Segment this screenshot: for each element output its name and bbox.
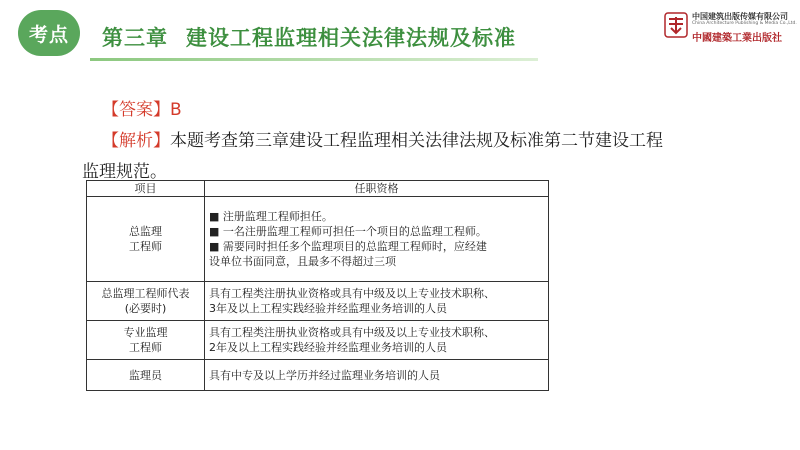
table-row xyxy=(87,321,549,360)
requirement-line: 3年及以上工程实践经验并经监理业务培训的人员 xyxy=(209,302,447,315)
publisher-logo xyxy=(664,10,797,44)
requirement-line: ■ 一名注册监理工程师可担任一个项目的总监理工程师。 xyxy=(209,225,487,238)
item-line: 监理员 xyxy=(129,368,162,382)
requirement-line: 具有工程类注册执业资格或具有中级及以上专业技术职称、 xyxy=(209,326,495,339)
item-line: 总监理工程师代表 xyxy=(101,287,190,300)
logo-name-en: China Architecture Publishing & Media Co.,Ltd. xyxy=(692,21,797,26)
row-item xyxy=(87,360,205,391)
row-requirement xyxy=(205,321,549,360)
header-requirement: 任职资格 xyxy=(205,181,549,197)
chapter-title xyxy=(102,22,516,52)
item-line: 总监理 xyxy=(129,225,162,238)
logo-name-cn: 中国建筑出版传媒有限公司 xyxy=(692,12,788,21)
table-row xyxy=(87,360,549,391)
analysis-line xyxy=(102,126,663,151)
slide-header xyxy=(0,0,800,78)
topic-badge: 考点 xyxy=(18,10,80,56)
answer-value: B xyxy=(170,100,182,120)
table-header-row xyxy=(87,181,549,197)
item-line: 工程师 xyxy=(129,240,162,253)
analysis-continuation: 监理规范。 xyxy=(82,162,167,182)
logo-script: 中國建築工業出版社 xyxy=(692,33,782,44)
item-line: (必要时) xyxy=(124,302,167,315)
chapter-number: 第三章 xyxy=(102,26,168,50)
answer-line xyxy=(102,95,182,120)
item-line: 专业监理 xyxy=(123,326,168,339)
table-row xyxy=(87,197,549,282)
qualification-table xyxy=(86,180,549,391)
row-requirement xyxy=(205,282,549,321)
publisher-emblem-icon xyxy=(664,12,688,38)
row-requirement xyxy=(205,197,549,282)
header-item: 项目 xyxy=(87,181,205,197)
requirement-line: ■ 注册监理工程师担任。 xyxy=(209,210,333,223)
title-underline xyxy=(90,58,538,61)
answer-tag: 【答案】 xyxy=(102,100,170,120)
row-requirement xyxy=(205,360,549,391)
row-item xyxy=(87,197,205,282)
requirement-line: 设单位书面同意，且最多不得超过三项 xyxy=(209,255,396,268)
requirement-line: ■ 需要同时担任多个监理项目的总监理工程师时，应经建 xyxy=(209,240,487,253)
analysis-tag: 【解析】 xyxy=(102,131,170,151)
row-item xyxy=(87,282,205,321)
row-item xyxy=(87,321,205,360)
requirement-line: 2年及以上工程实践经验并经监理业务培训的人员 xyxy=(209,341,447,354)
requirement-line: 具有工程类注册执业资格或具有中级及以上专业技术职称、 xyxy=(209,287,495,300)
analysis-text: 本题考查第三章建设工程监理相关法律法规及标准第二节建设工程 xyxy=(170,131,663,151)
requirement-line: 具有中专及以上学历并经过监理业务培训的人员 xyxy=(209,368,440,382)
item-line: 工程师 xyxy=(129,341,162,354)
chapter-name: 建设工程监理相关法律法规及标准 xyxy=(186,26,516,50)
table-row xyxy=(87,282,549,321)
